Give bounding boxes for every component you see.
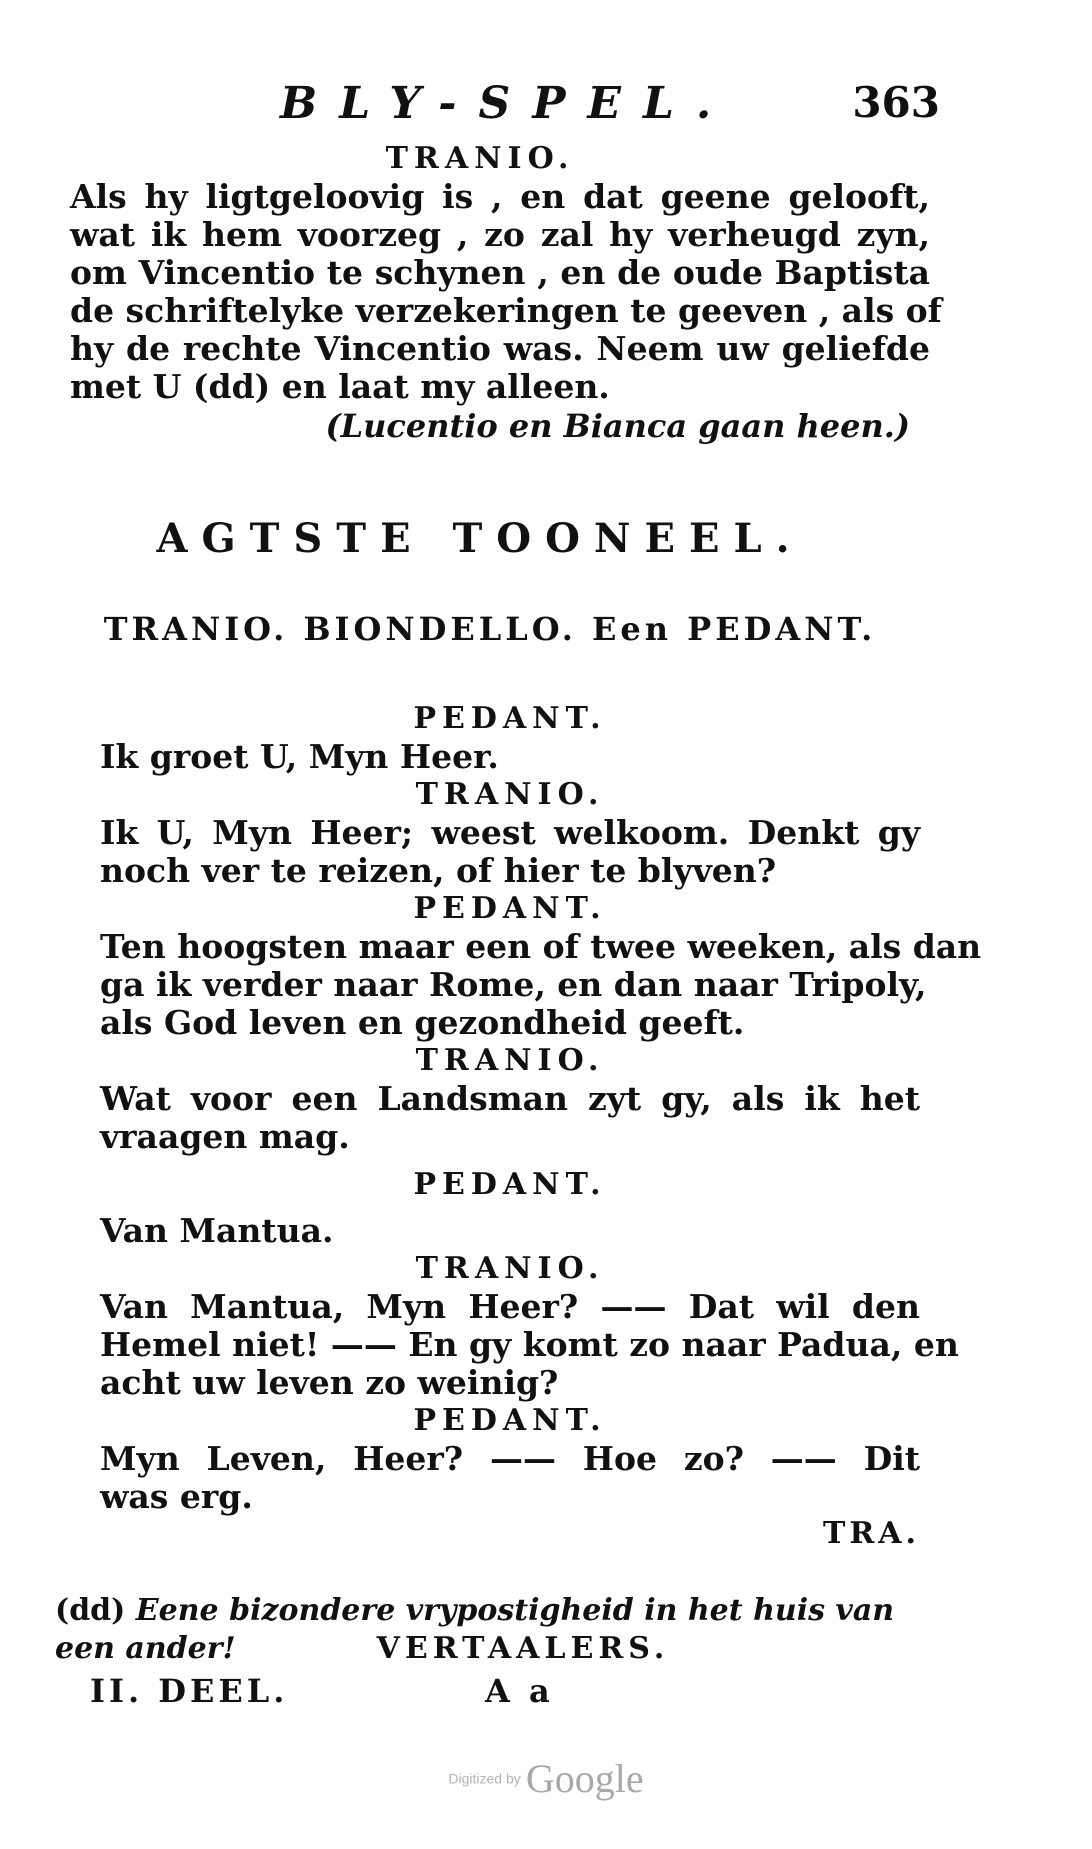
speech-line: noch ver te reizen, of hier te blyven?	[100, 851, 777, 890]
speech-line: als God leven en gezondheid geeft.	[100, 1003, 745, 1042]
running-head: BLY-SPEL.	[280, 78, 734, 129]
footnote-marker: (dd)	[55, 1593, 126, 1628]
scene-cast	[70, 610, 930, 648]
speech-line: wat ik hem voorzeg , zo zal hy verheugd zyn,	[70, 215, 930, 254]
speaker-name: TRANIO.	[415, 777, 605, 812]
speaker-name: PEDANT.	[413, 1403, 607, 1438]
speech-line: Wat voor een Landsman zyt gy, als ik het	[100, 1079, 920, 1118]
speech-line: hy de rechte Vincentio was. Neem uw geliefde	[70, 329, 930, 368]
speech-text	[100, 814, 920, 890]
stage-direction: (Lucentio en Bianca gaan heen.)	[325, 407, 910, 445]
signature-mark: A a	[485, 1672, 554, 1710]
scene-title: AGTSTE TOONEEL.	[156, 515, 804, 562]
footnote-translator: VERTAALERS.	[376, 1631, 670, 1666]
speech-line: Hemel niet! —— En gy komt zo naar Padua, en	[100, 1325, 959, 1364]
speech-line: Van Mantua.	[100, 1211, 334, 1250]
speech-text	[100, 738, 920, 776]
speech-line: ga ik verder naar Rome, en dan naar Tripoly,	[100, 965, 927, 1004]
speech-text	[100, 1080, 920, 1156]
speech-line: om Vincentio te schynen , en de oude Baptista	[70, 253, 930, 292]
speech-line: Ten hoogsten maar een of twee weeken, als dan	[100, 927, 982, 966]
speech-text	[70, 177, 942, 406]
speaker-name: PEDANT.	[413, 891, 607, 926]
speech-line: Ik groet U, Myn Heer.	[100, 737, 499, 776]
speech-text	[100, 1212, 920, 1250]
part-label: II. DEEL.	[90, 1672, 289, 1710]
speech-line: Myn Leven, Heer? —— Hoe zo? —— Dit	[100, 1439, 920, 1478]
digitizer-logo: Google	[525, 1756, 644, 1801]
dialogue-exchange	[100, 700, 982, 1551]
speech-text	[100, 1287, 959, 1402]
catchword: TRA.	[823, 1516, 920, 1551]
speech-line: Van Mantua, Myn Heer? —— Dat wil den	[100, 1287, 920, 1326]
speaker-name: TRANIO.	[385, 141, 575, 176]
page-header	[280, 78, 940, 128]
cast-list: TRANIO. BIONDELLO. Een PEDANT.	[103, 610, 877, 648]
speaker-name: PEDANT.	[413, 1167, 607, 1202]
speech-line: was erg.	[100, 1477, 253, 1516]
footnote	[55, 1592, 930, 1668]
digitized-prefix: Digitized by	[448, 1770, 521, 1787]
speaker-name: PEDANT.	[413, 701, 607, 736]
dialogue-block-tranio	[70, 140, 942, 446]
speech-line: Ik U, Myn Heer; weest welkoom. Denkt gy	[100, 813, 920, 852]
speech-text	[100, 1440, 920, 1516]
speech-line: met U (dd) en laat my alleen.	[70, 367, 610, 406]
footnote-text: Eene bizondere vrypostigheid in het huis van een ander!	[55, 1593, 895, 1666]
page-number: 363	[852, 78, 940, 127]
signature-line	[90, 1672, 790, 1710]
speech-line: vraagen mag.	[100, 1117, 350, 1156]
speech-text	[100, 927, 982, 1042]
speech-line: acht uw leven zo weinig?	[100, 1363, 559, 1402]
speech-line: de schriftelyke verzekeringen te geeven , als of	[70, 291, 942, 330]
speech-line: Als hy ligtgeloovig is , en dat geene gelooft,	[70, 177, 930, 216]
speaker-name: TRANIO.	[415, 1251, 605, 1286]
speaker-name: TRANIO.	[415, 1043, 605, 1078]
scene-heading	[70, 515, 930, 562]
digitized-watermark	[0, 1755, 1092, 1802]
